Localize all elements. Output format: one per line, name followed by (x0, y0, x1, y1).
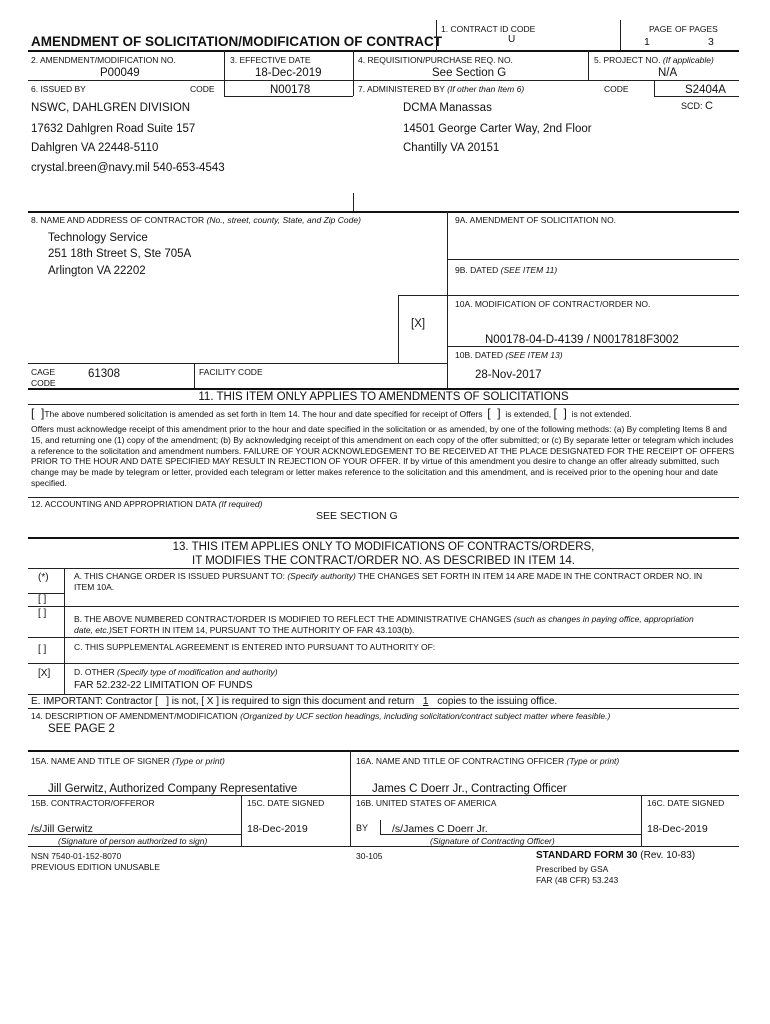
contract-id-label: 1. CONTRACT ID CODE (441, 24, 536, 34)
item-13b-text-note: (such as changes in paying office, appropriation (513, 614, 694, 624)
item-16a-label-text: 16A. NAME AND TITLE OF CONTRACTING OFFICER (356, 756, 565, 766)
item-13a-text-3: ITEM 10A. (74, 582, 115, 592)
item-14-label-text: 14. DESCRIPTION OF AMENDMENT/MODIFICATION (31, 711, 238, 721)
item-13d-text-note: (Specify type of modification and authority) (117, 667, 278, 677)
item-16a-label (356, 756, 619, 766)
admin-name: DCMA Manassas (403, 102, 492, 114)
issuer-name: NSWC, DAHLGREN DIVISION (31, 102, 191, 114)
issuer-street: 17632 Dahlgren Road Suite 157 (31, 123, 196, 135)
item-14-label-note: (Organized by UCF section headings, including solicitation/contract subject matter where feasible.) (240, 711, 611, 721)
item-15c-label: 15C. DATE SIGNED (247, 798, 325, 808)
pages-value: 3 (708, 36, 714, 48)
item-15a-value: Jill Gerwitz, Authorized Company Representative (48, 783, 298, 795)
footer-previous-edition: PREVIOUS EDITION UNUSABLE (31, 862, 160, 872)
issuer-contact: crystal.breen@navy.mil 540-653-4543 (31, 162, 225, 174)
issuer-city: Dahlgren VA 22448-5110 (31, 142, 159, 154)
item-13-title-2: IT MODIFIES THE CONTRACT/ORDER NO. AS DESCRIBED IN ITEM 14. (192, 555, 575, 567)
footer-sf-title (536, 850, 695, 862)
item-14-value: SEE PAGE 2 (48, 723, 115, 735)
by-label: BY (356, 823, 369, 833)
item-15a-label (31, 756, 225, 766)
item-13b-text-2 (74, 625, 414, 635)
issued-code-value: N00178 (270, 84, 311, 96)
item-13b-text-a: B. THE ABOVE NUMBERED CONTRACT/ORDER IS MODIFIED TO REFLECT THE ADMINISTRATIVE CHANGES (74, 614, 512, 624)
admin-city: Chantilly VA 20151 (403, 142, 500, 154)
item-13d-value: FAR 52.232-22 LIMITATION OF FUNDS (74, 680, 253, 691)
form-title: AMENDMENT OF SOLICITATION/MODIFICATION OF CONTRACT (31, 34, 442, 49)
not-extended-checkbox[interactable]: [ ] (553, 406, 567, 420)
item-11-paragraph: Offers must acknowledge receipt of this amendment prior to the hour and date specified in the solicitation or as amended, by one of the following methods: (a) By completing Items 8 and 15, and returning one (1) copy of the amendment; (b) By acknowledging receipt of this amendment on each copy of the offer submitted; or (c) By separate letter or telegram which includes a reference to the solicitation and amendment numbers. FAILURE OF YOUR ACKNOWLEDGEMENT TO BE RECEIVED AT THE PLACE DESIGNATED FOR THE RECEIPT OF OFFERS PRIOR TO THE HOUR AND DATE SPECIFIED MAY RESULT IN REJECTION OF YOUR OFFER. If by virtue of this amendment you desire to change an offer already submitted, such change may be made by telegram or letter, provided each telegram or letter makes reference to the solicitation and this amendment, and is received prior to the opening hour and date specified. (31, 424, 735, 488)
admin-street: 14501 George Carter Way, 2nd Floor (403, 123, 592, 135)
footer-prescribed: Prescribed by GSA (536, 864, 609, 874)
offers-checkbox[interactable]: [ ] (31, 406, 45, 420)
item-10b-label-note: (SEE ITEM 13) (505, 350, 563, 360)
item-14-label (31, 711, 610, 721)
item-16c-value: 18-Dec-2019 (647, 823, 708, 835)
project-no-label-note: (If applicable) (662, 55, 714, 65)
item-13-blank-mark[interactable]: [ ] (38, 594, 47, 605)
item-13b-mark[interactable]: [ ] (38, 608, 47, 619)
administered-by-label-text: 7. ADMINISTERED BY (358, 84, 445, 94)
facility-code-label: FACILITY CODE (199, 367, 263, 377)
requisition-value: See Section G (432, 67, 507, 79)
item-e-copies: 1 (422, 696, 429, 707)
item-e-text-1: E. IMPORTANT: Contractor [ (31, 696, 158, 707)
contractor-name: Technology Service (48, 232, 148, 244)
effective-date-value: 18-Dec-2019 (255, 67, 322, 79)
item-e-line (31, 695, 557, 708)
item-13c-text: C. THIS SUPPLEMENTAL AGREEMENT IS ENTERED INTO PURSUANT TO AUTHORITY OF: (74, 642, 436, 652)
item-15b-value: /s/Jill Gerwitz (31, 823, 93, 835)
project-no-label-text: 5. PROJECT NO. (594, 55, 661, 65)
footer-nsn: NSN 7540-01-152-8070 (31, 851, 122, 861)
item-13a-text-a: A. THIS CHANGE ORDER IS ISSUED PURSUANT TO: (74, 571, 285, 581)
contractor-label-note: (No., street, county, State, and Zip Code) (206, 215, 361, 225)
item-9b-label-text: 9B. DATED (455, 265, 499, 275)
item-e-text-2: ] is not, [ X ] is required to sign this document and return (166, 696, 415, 707)
item-16b-caption-text: (Signature of Contracting Officer) (430, 836, 555, 846)
footer-code: 30-105 (356, 851, 383, 861)
item-13d-mark[interactable]: [X] (38, 668, 51, 679)
contractor-city: Arlington VA 22202 (48, 265, 146, 277)
item-15c-value: 18-Dec-2019 (247, 823, 308, 835)
item-13d-text (74, 667, 278, 677)
contractor-street: 251 18th Street S, Ste 705A (48, 248, 192, 260)
item-13d-text-a: D. OTHER (74, 667, 115, 677)
admin-code-value: S2404A (685, 84, 726, 96)
item-9a-label: 9A. AMENDMENT OF SOLICITATION NO. (455, 215, 617, 225)
scd-label (681, 101, 713, 111)
issued-by-label: 6. ISSUED BY (31, 84, 86, 94)
item-13a-text-note: (Specify authority) (287, 571, 356, 581)
of-pages-label: OF PAGES (675, 24, 718, 34)
item-10a-mark: [X] (411, 318, 426, 330)
item-13a-mark[interactable]: (*) (38, 572, 49, 583)
item-15b-caption (58, 836, 207, 846)
amendment-no-value: P00049 (100, 67, 140, 79)
item-15b-caption-text: (Signature of person authorized to sign) (58, 836, 208, 846)
item-13b-text-1 (74, 614, 694, 624)
item-12-label (31, 499, 262, 509)
item-13b-text-b: SET FORTH IN ITEM 14, PURSUANT TO THE AUTHORITY OF FAR 43.103(b). (111, 625, 415, 635)
item-12-value: SEE SECTION G (316, 510, 398, 522)
item-16a-label-note: (Type or print) (566, 756, 620, 766)
requisition-label: 4. REQUISITION/PURCHASE REQ. NO. (358, 55, 513, 65)
item-9b-label-note: (SEE ITEM 11) (500, 265, 558, 275)
extended-checkbox[interactable]: [ ] (487, 406, 501, 420)
item-11-title: 11. THIS ITEM ONLY APPLIES TO AMENDMENTS OF SOLICITATIONS (198, 391, 569, 403)
issued-code-label: CODE (190, 84, 215, 94)
cage-value: 61308 (88, 368, 120, 380)
item-16b-value: /s/James C Doerr Jr. (392, 823, 488, 835)
amendment-no-label: 2. AMENDMENT/MODIFICATION NO. (31, 55, 176, 65)
contractor-label (31, 215, 361, 225)
item-13a-text-b: THE CHANGES SET FORTH IN ITEM 14 ARE MADE IN THE CONTRACT ORDER NO. IN (358, 571, 703, 581)
item-10b-value: 28-Nov-2017 (475, 369, 542, 381)
item-15a-label-note: (Type or print) (172, 756, 225, 766)
item-13c-mark[interactable]: [ ] (38, 644, 47, 655)
item-9b-label (455, 265, 557, 275)
item-11-line1-c: is not extended. (571, 409, 632, 419)
item-12-label-text: 12. ACCOUNTING AND APPROPRIATION DATA (31, 499, 217, 509)
footer-sf-name: STANDARD FORM 30 (536, 850, 638, 861)
item-11-line1-b: is extended, (505, 409, 552, 419)
project-no-value: N/A (658, 67, 678, 79)
administered-by-label-note: (If other than Item 6) (447, 84, 525, 94)
admin-code-label: CODE (604, 84, 629, 94)
item-11-line1-a: The above numbered solicitation is amended as set forth in Item 14. The hour and date specified for receipt of Offers (44, 409, 483, 419)
item-11-line1 (31, 407, 632, 421)
contract-id-value: U (508, 34, 516, 45)
scd-label-text: SCD: (681, 101, 703, 111)
page-label: PAGE (649, 24, 672, 34)
item-15a-label-text: 15A. NAME AND TITLE OF SIGNER (31, 756, 170, 766)
administered-by-label (358, 84, 524, 94)
item-13b-text-note2: date, etc.) (74, 625, 112, 635)
item-10a-value: N00178-04-D-4139 / N0017818F3002 (485, 334, 679, 346)
page-value: 1 (644, 36, 650, 48)
item-e-text-3: copies to the issuing office. (437, 696, 558, 707)
item-13-title-1: 13. THIS ITEM APPLIES ONLY TO MODIFICATIONS OF CONTRACTS/ORDERS, (172, 541, 595, 553)
item-10b-label-text: 10B. DATED (455, 350, 504, 360)
item-15b-label: 15B. CONTRACTOR/OFFEROR (31, 798, 155, 808)
scd-value: C (705, 100, 713, 112)
item-16c-label: 16C. DATE SIGNED (647, 798, 725, 808)
contractor-label-text: 8. NAME AND ADDRESS OF CONTRACTOR (31, 215, 205, 225)
item-16b-label: 16B. UNITED STATES OF AMERICA (356, 798, 497, 808)
item-10b-label (455, 350, 563, 360)
item-16a-value: James C Doerr Jr., Contracting Officer (372, 783, 567, 795)
footer-sf-rev: (Rev. 10-83) (640, 850, 696, 861)
footer-far: FAR (48 CFR) 53.243 (536, 875, 619, 885)
effective-date-label: 3. EFFECTIVE DATE (230, 55, 311, 65)
item-10a-label: 10A. MODIFICATION OF CONTRACT/ORDER NO. (455, 299, 651, 309)
item-16b-caption (430, 836, 555, 846)
item-13a-text-1 (74, 571, 702, 581)
cage-label-1: CAGE (31, 367, 56, 377)
project-no-label (594, 55, 714, 65)
item-12-label-note: (If required) (218, 499, 263, 509)
cage-label-2: CODE (31, 378, 56, 388)
